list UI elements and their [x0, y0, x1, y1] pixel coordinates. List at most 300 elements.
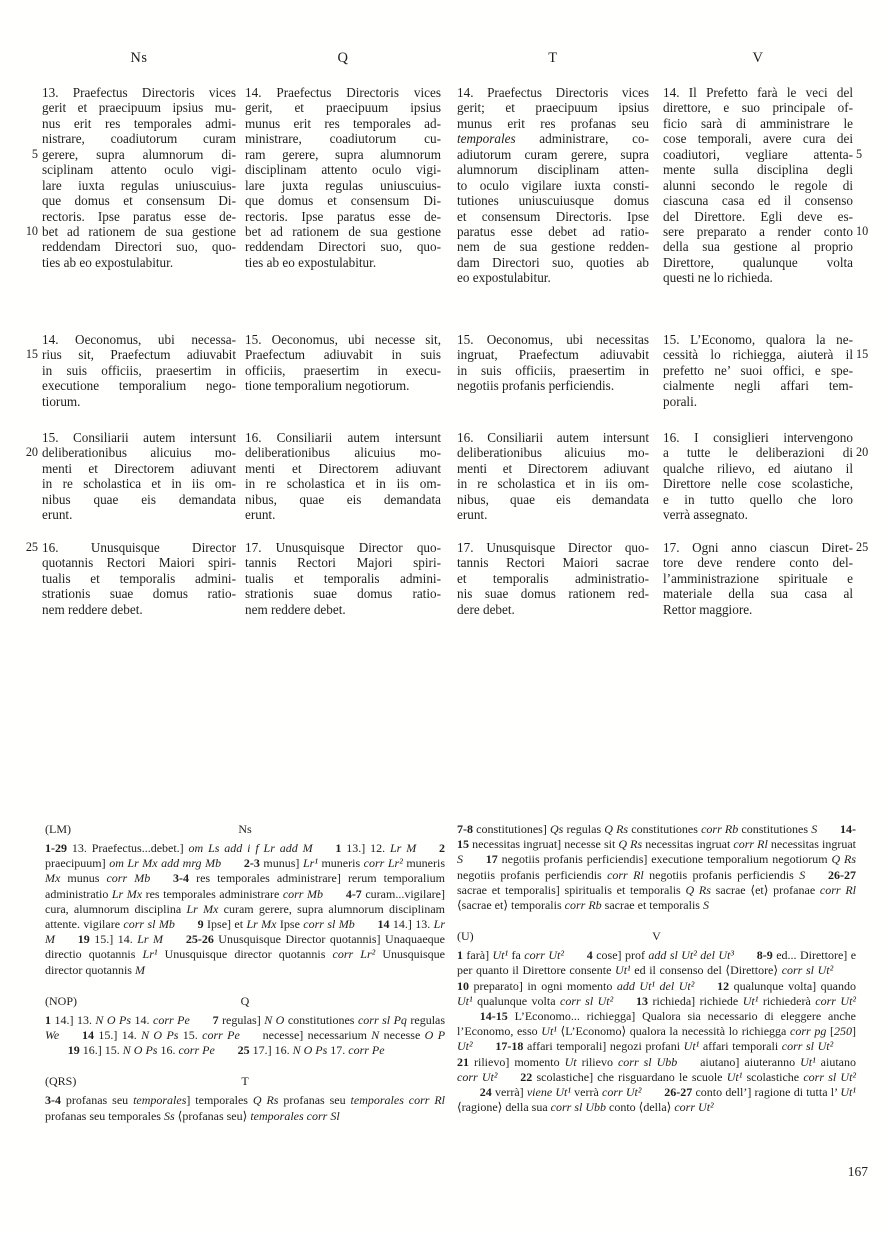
- text-line: [245, 378, 441, 393]
- text-line: [42, 162, 236, 177]
- text-line: [245, 492, 441, 507]
- text-line: [663, 602, 853, 617]
- text-segment: negotiis profanis perficiendis: [643, 867, 800, 882]
- text-segment: disciplinam attento oculo vigi-: [245, 162, 441, 178]
- text-segment: gerere, supra alumnorum di-: [42, 146, 236, 162]
- text-segment: constitutiones: [284, 1012, 358, 1027]
- text-line: [457, 555, 649, 570]
- paragraph: [42, 540, 236, 617]
- text-segment: corr Rb: [701, 822, 739, 836]
- text-segment: 16.: [157, 1043, 179, 1058]
- text-segment: adiutorum curam gerere, supra: [457, 146, 649, 162]
- text-segment: Unusquisque director quotannis: [157, 947, 333, 962]
- text-segment: gerit; et praecipuum ipsius: [457, 100, 649, 116]
- apparatus-line-ref: 8-9: [756, 948, 773, 963]
- text-segment: in suis officiis, praesertim in: [457, 362, 649, 378]
- text-line: [42, 332, 236, 347]
- text-segment: tualis et temporalis admini-: [245, 570, 441, 586]
- apparatus-entry: [457, 852, 856, 881]
- text-segment: reddendam Directori suo, quo-: [245, 239, 441, 255]
- text-segment: 13. Praefectus Directoris vices: [42, 85, 236, 100]
- text-segment: tutiones uniuscuiusque domus: [457, 193, 649, 209]
- text-segment: necessitas ingruat: [642, 837, 734, 852]
- apparatus-siglum: Q: [240, 993, 250, 1008]
- text-segment: Rettor maggiore.: [663, 601, 753, 617]
- apparatus-entry: [495, 1039, 833, 1053]
- text-segment: corr sl Ut²: [781, 1039, 834, 1054]
- text-segment: ]: [851, 1024, 856, 1039]
- column-Ns: [42, 0, 236, 680]
- text-segment: praecipuum]: [45, 856, 110, 871]
- column-header-T: T: [548, 50, 558, 66]
- text-segment: add Ut¹ del Ut²: [616, 978, 695, 993]
- text-segment: cessità lo richiegga, aiuterà il: [663, 347, 853, 363]
- text-segment: res temporales administrare] rerum temporalium administratio: [45, 871, 445, 901]
- text-line: [457, 507, 649, 522]
- text-line: [663, 162, 853, 177]
- text-line: [457, 347, 649, 362]
- text-line: [245, 85, 441, 100]
- text-line: [457, 239, 649, 254]
- text-line: [42, 555, 236, 570]
- page-number: 167: [847, 1164, 868, 1179]
- text-segment: 16. Consiliarii autem intersunt: [457, 430, 649, 445]
- text-segment: We: [45, 1028, 60, 1043]
- text-line: [457, 476, 649, 491]
- margin-line-number: 10: [25, 224, 38, 239]
- text-line: [663, 332, 853, 347]
- text-line: [663, 270, 853, 285]
- apparatus-entries: [45, 1093, 445, 1123]
- apparatus-line-ref: 14: [82, 1028, 95, 1043]
- apparatus-entry: [520, 1070, 856, 1084]
- text-segment: 250: [833, 1024, 852, 1039]
- text-line: [245, 193, 441, 208]
- text-segment: que domus et consensum Di-: [245, 193, 441, 209]
- text-line: [42, 430, 236, 445]
- text-segment: muneris: [402, 856, 446, 871]
- text-segment: gerit et praecipuum ipsius mu-: [42, 100, 236, 116]
- paragraph: [457, 85, 649, 286]
- apparatus-section: [457, 822, 856, 913]
- text-segment: 17. Unusquisque Director quo-: [245, 540, 441, 555]
- text-segment: deliberationibus alicuius mo-: [245, 445, 441, 461]
- text-segment: nis suae domus rationem red-: [457, 586, 649, 602]
- text-segment: N O Ps: [122, 1043, 158, 1058]
- text-segment: corr Mb: [106, 871, 151, 886]
- text-segment: corr Ut²: [674, 1100, 714, 1115]
- text-segment: qualunque volta] quando: [729, 978, 856, 993]
- text-segment: e in tutto quello che loro: [663, 491, 853, 507]
- text-segment: 14. Praefectus Directoris vices: [457, 85, 649, 100]
- text-line: [663, 116, 853, 131]
- text-line: [663, 476, 853, 491]
- text-line: [663, 147, 853, 162]
- text-line: [245, 586, 441, 601]
- paragraph: [457, 430, 649, 523]
- apparatus-entry: [45, 841, 313, 855]
- apparatus-section: [45, 822, 445, 978]
- text-line: [663, 255, 853, 270]
- text-line: [42, 540, 236, 555]
- apparatus-entry: [335, 841, 416, 855]
- text-segment: Ut¹: [742, 993, 759, 1008]
- text-segment: necessitas ingruat] necesse sit: [469, 837, 619, 852]
- text-line: [42, 347, 236, 362]
- text-line: [457, 430, 649, 445]
- text-line: [663, 100, 853, 115]
- text-segment: O P: [424, 1028, 446, 1043]
- text-segment: S: [457, 852, 463, 867]
- text-segment: ram gerere, supra alumnorum: [245, 146, 441, 162]
- text-segment: ⟨L’Economo⟩ qualora la necessità lo richiegga: [556, 1024, 790, 1039]
- text-segment: menti et Directorem adiuvant: [245, 460, 441, 476]
- text-segment: Lr M: [390, 841, 417, 855]
- text-segment: nem reddere debet.: [42, 601, 143, 617]
- margin-line-number: 25: [25, 540, 38, 554]
- text-segment: necesse: [379, 1028, 425, 1043]
- text-segment: 16. Unusquisque Director: [42, 540, 236, 555]
- text-segment: N O Ps: [292, 1043, 328, 1058]
- text-segment: Direttore nelle cose scolastiche,: [663, 476, 853, 492]
- text-segment: 16. Consiliarii autem intersunt: [245, 430, 441, 445]
- text-segment: 14.: [131, 1012, 153, 1027]
- text-segment: lare juxta regulas uniuscuius-: [245, 177, 441, 193]
- margin-line-number: 20: [856, 445, 869, 460]
- text-segment: [: [826, 1024, 834, 1039]
- text-segment: Q Rs: [685, 882, 711, 897]
- text-line: [663, 224, 853, 239]
- text-line: [245, 224, 441, 239]
- text-segment: 17.: [327, 1043, 349, 1058]
- critical-apparatus-left: [45, 822, 445, 1124]
- text-line: [457, 332, 649, 347]
- text-segment: Unusquisque Director quotannis] Unaquaeque directio quotannis: [45, 932, 445, 962]
- text-segment: 15. L’Economo, qualora la ne-: [663, 332, 853, 347]
- apparatus-line-ref: 25-26: [185, 932, 214, 947]
- text-line: [42, 586, 236, 601]
- text-segment: corr sl Pq: [357, 1012, 407, 1027]
- text-segment: Mx: [45, 871, 61, 886]
- text-line: [42, 507, 236, 522]
- text-segment: corr Ut²: [815, 993, 857, 1008]
- text-segment: corr Rl: [819, 882, 856, 897]
- text-segment: Direttore, qualunque volta: [663, 254, 853, 270]
- text-segment: sacrae et temporalis: [601, 898, 703, 913]
- text-line: [245, 255, 441, 270]
- text-segment: to oculo vigilare iuxta consti-: [457, 177, 649, 193]
- text-segment: muneris: [317, 856, 364, 871]
- apparatus-line-ref: 1-29: [45, 841, 67, 855]
- text-line: [663, 461, 853, 476]
- text-segment: curam...vigilare] cura, alumnorum disciplina: [45, 886, 445, 916]
- text-segment: Ut¹: [457, 993, 473, 1008]
- paragraph: [245, 430, 441, 523]
- text-segment: munus erit res temporales ad-: [245, 115, 441, 131]
- text-segment: Lr Mx: [186, 901, 219, 916]
- text-line: [42, 193, 236, 208]
- text-segment: eo expostulabitur.: [457, 270, 551, 286]
- text-line: [245, 540, 441, 555]
- text-line: [663, 492, 853, 507]
- apparatus-header: [45, 822, 445, 837]
- text-segment: negotiis profanis perficiendis: [457, 867, 608, 882]
- text-segment: rectoris. Ipse paratus esse de-: [42, 208, 236, 224]
- text-line: [457, 100, 649, 115]
- text-line: [663, 540, 853, 555]
- text-line: [245, 239, 441, 254]
- text-segment: in suis officiis, praesertim in: [42, 362, 236, 378]
- text-segment: fa: [508, 948, 525, 963]
- text-line: [245, 363, 441, 378]
- text-segment: questi ne lo richieda.: [663, 270, 773, 286]
- text-line: [245, 507, 441, 522]
- apparatus-entry: [45, 1013, 190, 1027]
- text-line: [663, 85, 853, 100]
- text-segment: corr Ut²: [524, 948, 564, 963]
- text-segment: Ipse] et: [203, 917, 247, 932]
- text-segment: Unusquisque director quotannis: [45, 947, 445, 977]
- apparatus-line-ref: 13: [636, 993, 649, 1008]
- text-segment: ministrare, coadiutorum cu-: [245, 131, 441, 147]
- margin-line-number: 25: [856, 540, 869, 554]
- text-segment: preparato] in ogni momento: [469, 978, 617, 993]
- apparatus-line-ref: 14-15: [457, 822, 856, 852]
- text-segment: et consensum Directoris. Ipse: [457, 208, 649, 224]
- apparatus-line-ref: 19: [77, 932, 90, 947]
- text-segment: reddendam Directori suo, quo-: [42, 239, 236, 255]
- text-segment: corr Lr²: [363, 856, 403, 871]
- text-line: [457, 209, 649, 224]
- text-segment: regulas: [563, 822, 605, 836]
- text-segment: 16.] 15.: [79, 1043, 123, 1058]
- text-segment: materiale della sua casa al: [663, 586, 853, 602]
- text-segment: deliberationibus alicuius mo-: [42, 445, 236, 461]
- text-segment: 16. I consiglieri intervengono: [663, 430, 853, 445]
- text-line: [42, 492, 236, 507]
- text-segment: cialmente negli affari tem-: [663, 378, 853, 394]
- text-segment: administrare, co-: [515, 131, 649, 147]
- text-segment: della sua gestione al proprio: [663, 239, 853, 255]
- text-line: [42, 100, 236, 115]
- left-line-numbers: [14, 0, 38, 680]
- text-line: [663, 378, 853, 393]
- text-segment: om Lr Mx add mrg Mb: [109, 856, 222, 871]
- text-line: [42, 147, 236, 162]
- column-header-Ns: Ns: [130, 50, 148, 66]
- text-segment: corr Ut²: [602, 1085, 642, 1100]
- paragraph: [457, 540, 649, 617]
- apparatus-siglum: Ns: [238, 822, 252, 836]
- text-line: [245, 116, 441, 131]
- apparatus-entry: [263, 1028, 445, 1042]
- text-segment: Ss: [163, 1108, 175, 1123]
- text-segment: ⟨profanas seu⟩: [174, 1108, 251, 1123]
- apparatus-entry: [457, 822, 817, 836]
- text-line: [457, 378, 649, 393]
- text-segment: ed... Direttore] e per quanto il Direttore consente: [457, 948, 857, 978]
- text-segment: 14. Oeconomus, ubi necessa-: [42, 332, 236, 347]
- apparatus-line-ref: 25: [237, 1043, 250, 1058]
- text-segment: 15. Consiliarii autem intersunt: [42, 430, 236, 445]
- apparatus-line-ref: 14-15: [479, 1009, 508, 1024]
- text-segment: alunni secondo le regole di: [663, 177, 853, 193]
- apparatus-line-ref: 26-27: [664, 1085, 693, 1100]
- text-line: [42, 85, 236, 100]
- apparatus-line-ref: 2: [439, 841, 445, 855]
- text-line: [457, 116, 649, 131]
- text-segment: ingruat, Praefectum adiuvabit: [457, 347, 649, 363]
- apparatus-header: [45, 1074, 445, 1089]
- text-segment: rectoris. Ipse paratus esse de-: [245, 208, 441, 224]
- text-segment: executione temporalium nego-: [42, 378, 236, 394]
- text-segment: richieda] richiede: [648, 993, 743, 1008]
- text-line: [245, 332, 441, 347]
- apparatus-line-ref: 4: [586, 948, 593, 963]
- text-segment: lare iuxta regulas uniuscuius-: [42, 177, 236, 193]
- text-line: [245, 571, 441, 586]
- text-segment: tione temporalium negotiorum.: [245, 378, 410, 394]
- text-segment: regulas: [406, 1012, 446, 1027]
- column-T: [457, 0, 649, 680]
- text-segment: corr Pe: [348, 1043, 385, 1058]
- text-segment: l’amministrazione spirituale e: [663, 570, 853, 586]
- column-header-Q: Q: [337, 50, 349, 66]
- text-line: [42, 461, 236, 476]
- text-segment: Ipse: [276, 917, 304, 932]
- text-segment: S: [799, 867, 806, 882]
- text-segment: 13.] 12.: [341, 841, 390, 855]
- text-segment: corr sl Mb: [123, 917, 175, 932]
- text-segment: Lr¹: [142, 947, 158, 962]
- text-segment: cose] prof: [592, 948, 649, 963]
- apparatus-line-ref: 12: [717, 978, 730, 993]
- apparatus-line-ref: 4-7: [345, 886, 362, 901]
- paragraph: [663, 85, 853, 286]
- text-line: [663, 586, 853, 601]
- text-line: [457, 131, 649, 146]
- text-segment: corr sl Ut²: [781, 963, 834, 978]
- text-line: [245, 476, 441, 491]
- text-segment: 15.: [178, 1028, 203, 1043]
- text-segment: corr pg: [790, 1024, 827, 1039]
- text-segment: scolastiche: [742, 1069, 804, 1084]
- text-segment: ficio sarà di amministrare le: [663, 115, 853, 131]
- text-segment: 14. Praefectus Directoris vices: [245, 85, 441, 100]
- text-segment: corr Mb: [282, 886, 324, 901]
- margin-line-number: 15: [25, 347, 38, 362]
- text-segment: nem reddere debet.: [245, 601, 346, 617]
- text-segment: Ut¹: [726, 1069, 743, 1084]
- apparatus-line-ref: 7-8: [457, 822, 473, 836]
- text-segment: Ut¹: [683, 1039, 700, 1054]
- text-line: [457, 363, 649, 378]
- text-segment: alumnorum disciplinam atten-: [457, 162, 649, 178]
- text-line: [42, 445, 236, 460]
- apparatus-header: [45, 994, 445, 1009]
- paragraph: [457, 332, 649, 394]
- text-segment: corr Rb: [564, 898, 602, 913]
- text-segment: sacrae et temporalis] spiritualis et temporalis: [457, 882, 686, 897]
- text-segment: corr sl Mb: [303, 917, 355, 932]
- text-segment: Ut¹: [541, 1024, 557, 1039]
- apparatus-line-ref: 3-4: [45, 1093, 61, 1108]
- apparatus-section: [457, 929, 856, 1115]
- apparatus-entry: [457, 1055, 677, 1069]
- text-segment: affari temporali] negozi profani: [523, 1039, 684, 1054]
- margin-line-number: 5: [31, 146, 38, 161]
- apparatus-entry: [480, 1085, 642, 1099]
- text-segment: 15. Oeconomus, ubi necessitas: [457, 332, 649, 347]
- text-segment: verrà assegnato.: [663, 507, 748, 523]
- text-line: [245, 147, 441, 162]
- paragraph: [42, 332, 236, 409]
- text-segment: 15.] 14.: [94, 1028, 142, 1043]
- text-segment: richiederà: [758, 993, 816, 1008]
- text-segment: temporales corr Rl: [350, 1093, 446, 1108]
- text-segment: necessitas ingruat: [767, 837, 856, 852]
- text-segment: nibus, quae eis demandata: [245, 491, 441, 507]
- text-segment: bet ad rationem de sua gestione: [42, 223, 236, 239]
- text-segment: ⟨ragione⟩ della sua: [457, 1100, 551, 1115]
- text-segment: dere debet.: [457, 601, 515, 617]
- margin-line-number: 5: [856, 146, 863, 161]
- text-segment: Lr Mx: [246, 917, 277, 932]
- margin-line-number: 20: [25, 445, 38, 460]
- text-segment: sacrae ⟨et⟩ profanae: [710, 882, 820, 897]
- text-segment: corr sl Ubb: [617, 1054, 678, 1069]
- text-line: [663, 430, 853, 445]
- apparatus-line-ref: 1: [457, 948, 463, 963]
- text-line: [663, 571, 853, 586]
- text-line: [457, 586, 649, 601]
- text-segment: tannis Rectori Majori spiri-: [245, 555, 441, 571]
- text-segment: Lr¹: [302, 856, 318, 871]
- text-line: [42, 224, 236, 239]
- text-segment: et temporalis administratio-: [457, 570, 649, 586]
- text-line: [42, 255, 236, 270]
- text-segment: N O Ps: [141, 1028, 179, 1043]
- text-segment: temporales: [133, 1093, 187, 1108]
- text-segment: strationis suae domus ratio-: [245, 586, 441, 602]
- text-line: [457, 224, 649, 239]
- text-segment: erunt.: [42, 507, 73, 523]
- text-segment: N O: [264, 1012, 285, 1027]
- paragraph: [663, 332, 853, 409]
- text-segment: porali.: [663, 393, 698, 409]
- text-segment: negotiis profanis perficiendis.: [457, 378, 615, 394]
- text-line: [42, 394, 236, 409]
- text-line: [457, 540, 649, 555]
- text-line: [42, 209, 236, 224]
- apparatus-line-ref: 24: [479, 1085, 492, 1100]
- text-segment: S: [811, 822, 818, 836]
- text-segment: rilievo: [576, 1054, 618, 1069]
- text-segment: Praefectum adiuvabit in suis: [245, 347, 441, 363]
- text-segment: a tutte le deliberazioni di: [663, 445, 853, 461]
- apparatus-entry: [457, 979, 694, 993]
- apparatus-line-ref: 1: [335, 841, 342, 855]
- text-segment: Q Rs: [252, 1093, 279, 1108]
- text-segment: Lr Mx: [111, 886, 143, 901]
- text-segment: officiis, praesertim in execu-: [245, 362, 441, 378]
- text-line: [42, 476, 236, 491]
- text-segment: erunt.: [245, 507, 276, 523]
- paragraph: [663, 540, 853, 617]
- text-line: [42, 116, 236, 131]
- text-segment: tiorum.: [42, 393, 81, 409]
- text-segment: 15.] 14.: [89, 932, 138, 947]
